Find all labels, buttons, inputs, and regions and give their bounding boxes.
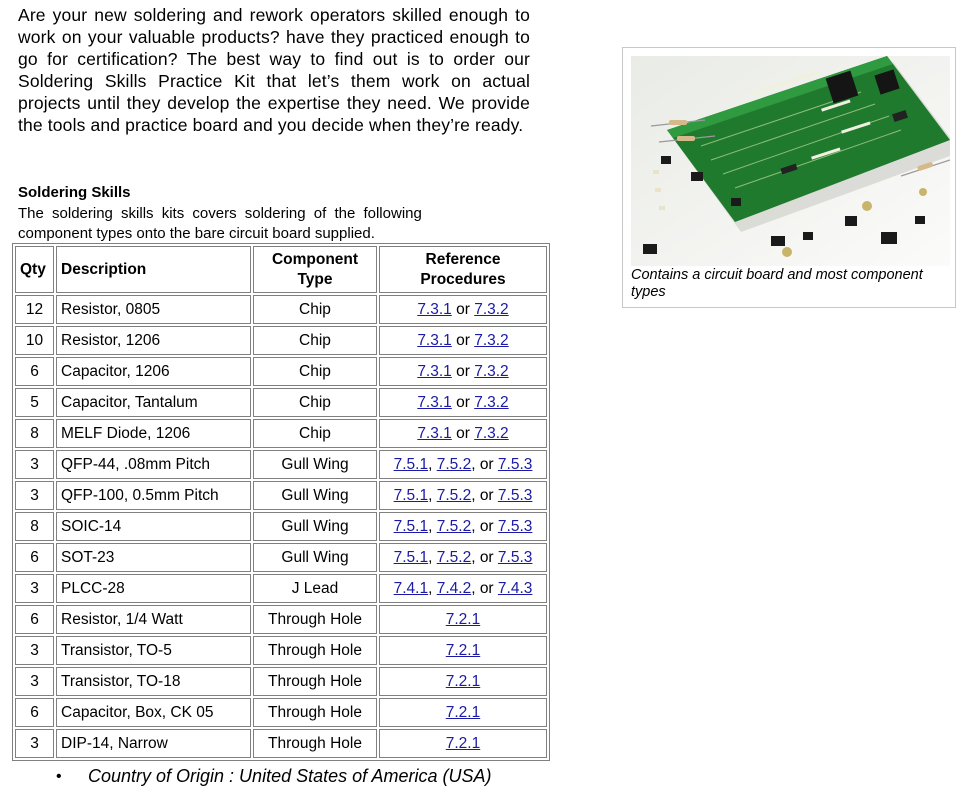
ref-separator: or [451, 362, 475, 380]
procedure-link[interactable]: 7.2.1 [445, 734, 481, 752]
description-cell: DIP-14, Narrow [56, 729, 251, 758]
procedure-link[interactable]: 7.5.3 [497, 548, 533, 566]
section-description [18, 204, 530, 243]
qty-cell: 6 [15, 698, 54, 727]
reference-procedures-cell [379, 450, 547, 479]
reference-procedures-cell [379, 729, 547, 758]
procedure-link[interactable]: 7.5.1 [393, 517, 429, 535]
ref-separator: , or [471, 579, 498, 597]
description-cell: Transistor, TO-18 [56, 667, 251, 696]
ref-separator: , [428, 579, 437, 597]
procedure-link[interactable]: 7.3.1 [417, 424, 452, 442]
description-cell: QFP-100, 0.5mm Pitch [56, 481, 251, 510]
procedure-link[interactable]: 7.5.1 [393, 548, 429, 566]
component-type-cell: Through Hole [253, 667, 377, 696]
ref-separator: , [428, 517, 437, 535]
qty-cell: 3 [15, 481, 54, 510]
bullet-icon: • [56, 768, 62, 785]
procedure-link[interactable]: 7.3.1 [417, 331, 452, 349]
table-row [15, 605, 547, 634]
procedure-link[interactable]: 7.2.1 [445, 641, 481, 659]
qty-cell: 3 [15, 574, 54, 603]
circuit-board-kit-photo [631, 56, 950, 266]
ref-separator: , or [471, 455, 498, 473]
section-description-line2: component types onto the bare circuit board supplied. [18, 224, 375, 242]
procedure-link[interactable]: 7.2.1 [445, 703, 481, 721]
table-row [15, 667, 547, 696]
description-cell: Capacitor, Tantalum [56, 388, 251, 417]
qty-cell: 6 [15, 543, 54, 572]
description-cell: SOT-23 [56, 543, 251, 572]
origin-list-item [56, 766, 491, 787]
procedure-link[interactable]: 7.3.1 [417, 300, 452, 318]
description-cell: Transistor, TO-5 [56, 636, 251, 665]
description-cell: SOIC-14 [56, 512, 251, 541]
table-row [15, 295, 547, 324]
component-type-cell: J Lead [253, 574, 377, 603]
qty-cell: 3 [15, 450, 54, 479]
qty-cell: 8 [15, 419, 54, 448]
table-row [15, 698, 547, 727]
ref-separator: , or [471, 548, 498, 566]
ref-separator: or [451, 393, 475, 411]
procedure-link[interactable]: 7.5.1 [393, 455, 429, 473]
procedure-link[interactable]: 7.5.1 [393, 486, 429, 504]
description-cell: Resistor, 0805 [56, 295, 251, 324]
reference-procedures-cell [379, 388, 547, 417]
product-photo-box [622, 47, 956, 308]
component-type-cell: Chip [253, 326, 377, 355]
procedure-link[interactable]: 7.3.2 [474, 300, 509, 318]
table-row [15, 636, 547, 665]
table-body [15, 295, 547, 758]
description-cell: Capacitor, Box, CK 05 [56, 698, 251, 727]
reference-procedures-cell [379, 574, 547, 603]
table-row [15, 574, 547, 603]
reference-procedures-cell [379, 667, 547, 696]
procedure-link[interactable]: 7.3.2 [474, 362, 509, 380]
component-type-cell: Gull Wing [253, 481, 377, 510]
qty-cell: 5 [15, 388, 54, 417]
table-row [15, 450, 547, 479]
procedure-link[interactable]: 7.3.2 [474, 424, 509, 442]
table-row [15, 326, 547, 355]
table-row [15, 419, 547, 448]
procedure-link[interactable]: 7.5.2 [436, 486, 472, 504]
reference-procedures-cell [379, 605, 547, 634]
header-type-line2: Type [297, 270, 333, 288]
ref-separator: , or [471, 517, 498, 535]
table-row [15, 388, 547, 417]
procedure-link[interactable]: 7.4.2 [436, 579, 472, 597]
procedure-link[interactable]: 7.5.2 [436, 455, 472, 473]
component-type-cell: Through Hole [253, 636, 377, 665]
component-type-cell: Gull Wing [253, 512, 377, 541]
qty-cell: 3 [15, 667, 54, 696]
photo-caption: Contains a circuit board and most component types [631, 267, 923, 300]
component-type-cell: Chip [253, 295, 377, 324]
procedure-link[interactable]: 7.4.1 [393, 579, 429, 597]
qty-cell: 3 [15, 729, 54, 758]
reference-procedures-cell [379, 357, 547, 386]
table-row [15, 512, 547, 541]
header-type-line1: Component [271, 250, 359, 268]
header-reference-procedures [379, 246, 547, 293]
reference-procedures-cell [379, 543, 547, 572]
reference-procedures-cell [379, 419, 547, 448]
procedure-link[interactable]: 7.3.2 [474, 331, 509, 349]
procedure-link[interactable]: 7.5.3 [497, 455, 533, 473]
ref-separator: or [451, 331, 475, 349]
table-row [15, 729, 547, 758]
reference-procedures-cell [379, 512, 547, 541]
header-component-type [253, 246, 377, 293]
reference-procedures-cell [379, 295, 547, 324]
ref-separator: , [428, 455, 437, 473]
procedure-link[interactable]: 7.3.1 [417, 362, 452, 380]
description-cell: Capacitor, 1206 [56, 357, 251, 386]
ref-separator: , [428, 486, 437, 504]
component-type-cell: Chip [253, 419, 377, 448]
components-table [12, 243, 550, 761]
table-header-row [15, 246, 547, 293]
description-cell: Resistor, 1/4 Watt [56, 605, 251, 634]
header-ref-line1: Reference [425, 250, 501, 268]
reference-procedures-cell [379, 481, 547, 510]
component-type-cell: Chip [253, 388, 377, 417]
table-row [15, 357, 547, 386]
header-ref-line2: Procedures [420, 270, 506, 288]
qty-cell: 12 [15, 295, 54, 324]
ref-separator: , or [471, 486, 498, 504]
procedure-link[interactable]: 7.5.3 [497, 517, 533, 535]
component-type-cell: Through Hole [253, 605, 377, 634]
reference-procedures-cell [379, 698, 547, 727]
procedure-link[interactable]: 7.5.2 [436, 517, 472, 535]
description-cell: Resistor, 1206 [56, 326, 251, 355]
procedure-link[interactable]: 7.3.2 [474, 393, 509, 411]
description-cell: QFP-44, .08mm Pitch [56, 450, 251, 479]
country-of-origin: Country of Origin : United States of America (USA) [88, 766, 492, 786]
component-type-cell: Through Hole [253, 729, 377, 758]
qty-cell: 3 [15, 636, 54, 665]
component-type-cell: Chip [253, 357, 377, 386]
qty-cell: 8 [15, 512, 54, 541]
section-title: Soldering Skills [18, 184, 131, 201]
ref-separator: or [451, 300, 475, 318]
procedure-link[interactable]: 7.5.2 [436, 548, 472, 566]
header-description: Description [56, 246, 251, 293]
ref-separator: , [428, 548, 437, 566]
procedure-link[interactable]: 7.3.1 [417, 393, 452, 411]
procedure-link[interactable]: 7.4.3 [497, 579, 533, 597]
description-cell: PLCC-28 [56, 574, 251, 603]
component-type-cell: Gull Wing [253, 450, 377, 479]
procedure-link[interactable]: 7.2.1 [445, 672, 481, 690]
ref-separator: or [451, 424, 475, 442]
procedure-link[interactable]: 7.2.1 [445, 610, 481, 628]
header-qty: Qty [15, 246, 54, 293]
qty-cell: 6 [15, 605, 54, 634]
table-row [15, 481, 547, 510]
qty-cell: 10 [15, 326, 54, 355]
reference-procedures-cell [379, 326, 547, 355]
component-type-cell: Through Hole [253, 698, 377, 727]
circuit-board-kit-icon [631, 56, 950, 266]
description-cell: MELF Diode, 1206 [56, 419, 251, 448]
reference-procedures-cell [379, 636, 547, 665]
qty-cell: 6 [15, 357, 54, 386]
component-type-cell: Gull Wing [253, 543, 377, 572]
section-description-line1: The soldering skills kits covers soldering of the following [18, 205, 422, 222]
table-row [15, 543, 547, 572]
intro-paragraph: Are your new soldering and rework operators skilled enough to work on your valuable products? have they practiced enough to go for certification? The best way to find out is to order our Soldering Skills Practice Kit that let’s them work on actual projects until they develop the expertise they need. We provide the tools and practice board and you decide when they’re ready. [18, 5, 530, 135]
procedure-link[interactable]: 7.5.3 [497, 486, 533, 504]
